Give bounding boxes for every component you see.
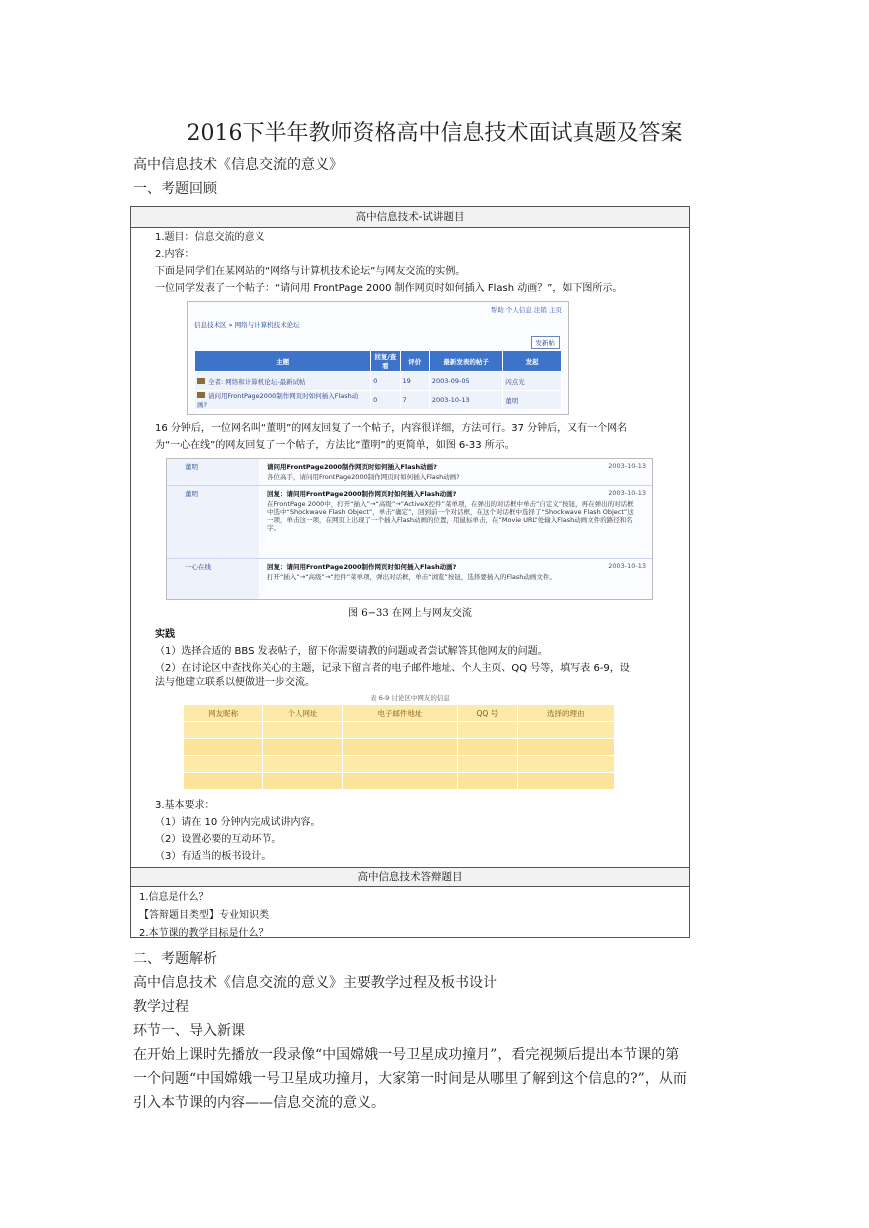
practice-2b: 法与他建立联系以便做进一步交流。 <box>155 677 315 688</box>
forum-count: 0 <box>371 391 400 410</box>
new-post-button: 发新帖 <box>531 336 561 349</box>
document-title: 2016下半年教师资格高中信息技术面试真题及答案 <box>186 121 683 146</box>
lecture-header: 高中信息技术-试讲题目 <box>131 207 689 228</box>
step1-text-2: 一个问题“中国嫦娥一号卫星成功撞月，大家第一时间是从哪里了解到这个信息的?”，从而 <box>133 1071 687 1087</box>
figure-caption: 图 6−33 在网上与网友交流 <box>348 608 472 619</box>
section-heading-analysis: 二、考题解析 <box>133 951 217 967</box>
step1-heading: 环节一、导入新课 <box>133 1023 245 1039</box>
forum-author: 董明 <box>503 391 562 410</box>
reply-author: 一心在线 <box>185 563 211 571</box>
forum-views: 7 <box>400 391 429 410</box>
forum-topic: 全者: 网络和计算机论坛-最新试帖 <box>208 377 306 386</box>
reply-screenshot <box>166 458 653 600</box>
requirements-title: 3.基本要求： <box>155 800 215 811</box>
question-1: 1.信息是什么？ <box>139 892 209 903</box>
reply-date: 2003-10-13 <box>608 462 646 470</box>
reply-title: 回复：请问用FrontPage2000制作网页时如何插入Flash动画? <box>267 563 457 571</box>
table-header: QQ 号 <box>458 705 517 722</box>
step1-text-3: 引入本节课的内容——信息交流的意义。 <box>133 1095 385 1111</box>
section-heading-review: 一、考题回顾 <box>133 181 217 197</box>
reply-title: 回复：请问用FrontPage2000制作网页时如何插入Flash动画? <box>267 490 457 498</box>
practice-1: （1）选择合适的 BBS 发表帖子，留下你需要请教的问题或者尝试解答其他网友的问题。 <box>155 646 548 657</box>
requirement-2: （2）设置必要的互动环节。 <box>155 834 282 845</box>
requirement-3: （3）有适当的板书设计。 <box>155 851 272 862</box>
reply-date: 2003-10-13 <box>608 562 646 570</box>
subtitle: 高中信息技术《信息交流的意义》 <box>133 157 343 173</box>
topic-icon <box>197 378 205 384</box>
reply-author: 董明 <box>185 490 198 498</box>
forum-toplinks: 帮助 个人信息 注销 主页 <box>490 306 562 314</box>
forum-screenshot <box>187 301 569 415</box>
requirement-1: （1）请在 10 分钟内完成试讲内容。 <box>155 817 321 828</box>
table-row <box>184 722 615 739</box>
practice-title: 实践 <box>155 629 175 640</box>
forum-latest: 2003-09-05 <box>429 372 502 391</box>
table-row <box>184 739 615 756</box>
topic-icon <box>197 392 205 398</box>
exam-sheet <box>130 206 690 938</box>
forum-col: 最新发表的帖子 <box>429 351 502 372</box>
forum-row <box>195 372 562 391</box>
forum-breadcrumb: 信息技术区 » 网络与计算机技术论坛 <box>194 321 300 329</box>
question-2: 2.本节课的教学目标是什么？ <box>139 928 269 938</box>
table-header: 网友昵称 <box>184 705 263 722</box>
forum-row <box>195 391 562 410</box>
analysis-line: 高中信息技术《信息交流的意义》主要教学过程及板书设计 <box>133 975 497 991</box>
practice-2a: （2）在讨论区中查找你关心的主题，记录下留言者的电子邮件地址、个人主页、QQ 号等，填写表 6-9，设 <box>155 663 630 674</box>
reply-title: 请问用FrontPage2000制作网页时如何插入Flash动画? <box>267 463 437 471</box>
process-heading: 教学过程 <box>133 999 189 1015</box>
reply-text: 各位高手，请问用FrontPage2000制作网页时如何插入Flash动画? <box>267 473 460 481</box>
defense-header: 高中信息技术答辩题目 <box>131 867 689 887</box>
table-caption: 表 6-9 讨论区中网友的信息 <box>370 694 450 702</box>
para-2: 一位同学发表了一个帖子：“请问用 FrontPage 2000 制作网页时如何插入 Flash 动画？”，如下图所示。 <box>155 283 623 294</box>
reply-author: 董明 <box>185 463 198 471</box>
item-content: 2.内容： <box>155 249 195 260</box>
step1-text-1: 在开始上课时先播放一段录像“中国嫦娥一号卫星成功撞月”，看完视频后提出本节课的第 <box>133 1047 680 1063</box>
forum-author: 闪点光 <box>503 372 562 391</box>
reply-text: 打开“插入”→“高级”→“控件”菜单项，弹出对话框，单击“浏览”按钮，选择要插入的Flash动画文件。 <box>267 573 556 581</box>
para-3: 16 分钟后，一位网名叫“董明”的网友回复了一个帖子，内容很详细，方法可行。37 分钟后，又有一个网名 <box>155 423 628 434</box>
table-row <box>184 756 615 773</box>
table-header: 个人网址 <box>263 705 342 722</box>
forum-latest: 2003-10-13 <box>429 391 502 410</box>
forum-col: 发起 <box>503 351 562 372</box>
forum-col: 主题 <box>195 351 371 372</box>
question-1-type: 【答辩题目类型】专业知识类 <box>139 910 269 921</box>
reply-post <box>167 459 652 486</box>
contacts-table <box>183 704 615 790</box>
reply-post <box>167 486 652 559</box>
forum-col: 评价 <box>400 351 429 372</box>
para-1: 下面是同学们在某网站的“网络与计算机技术论坛”与网友交流的实例。 <box>155 266 466 277</box>
reply-date: 2003-10-13 <box>608 489 646 497</box>
forum-views: 19 <box>400 372 429 391</box>
reply-post <box>167 559 652 599</box>
table-header: 电子邮件地址 <box>342 705 457 722</box>
forum-topic: 请问用FrontPage2000制作网页时如何插入Flash动画? <box>197 392 359 409</box>
forum-col: 回复/查看 <box>371 351 400 372</box>
table-row <box>184 773 615 790</box>
forum-table <box>194 350 562 410</box>
para-4: 为“一心在线”的网友回复了一个帖子，方法比“董明”的更简单，如图 6-33 所示。 <box>155 440 515 451</box>
reply-text: 在FrontPage 2000中，打开“插入”→“高级”→“ActiveX控件”菜单项，在弹出的对话框中单击“自定义”按钮，再在弹出的对话框中选中“Shockwave Flash Object”，单击“确定”，回到前一个对话框，在这个对话框中选择了“Shockwave Flash Object”这一项，单击这一项，在网页上出现了一个插入Flash动画的位置，用鼠标单击，在“Movie URL”处输入Flash动画文件的路径和名字。 <box>267 500 634 532</box>
table-header: 选择的理由 <box>517 705 614 722</box>
item-title: 1.题目：信息交流的意义 <box>155 232 265 243</box>
forum-count: 0 <box>371 372 400 391</box>
